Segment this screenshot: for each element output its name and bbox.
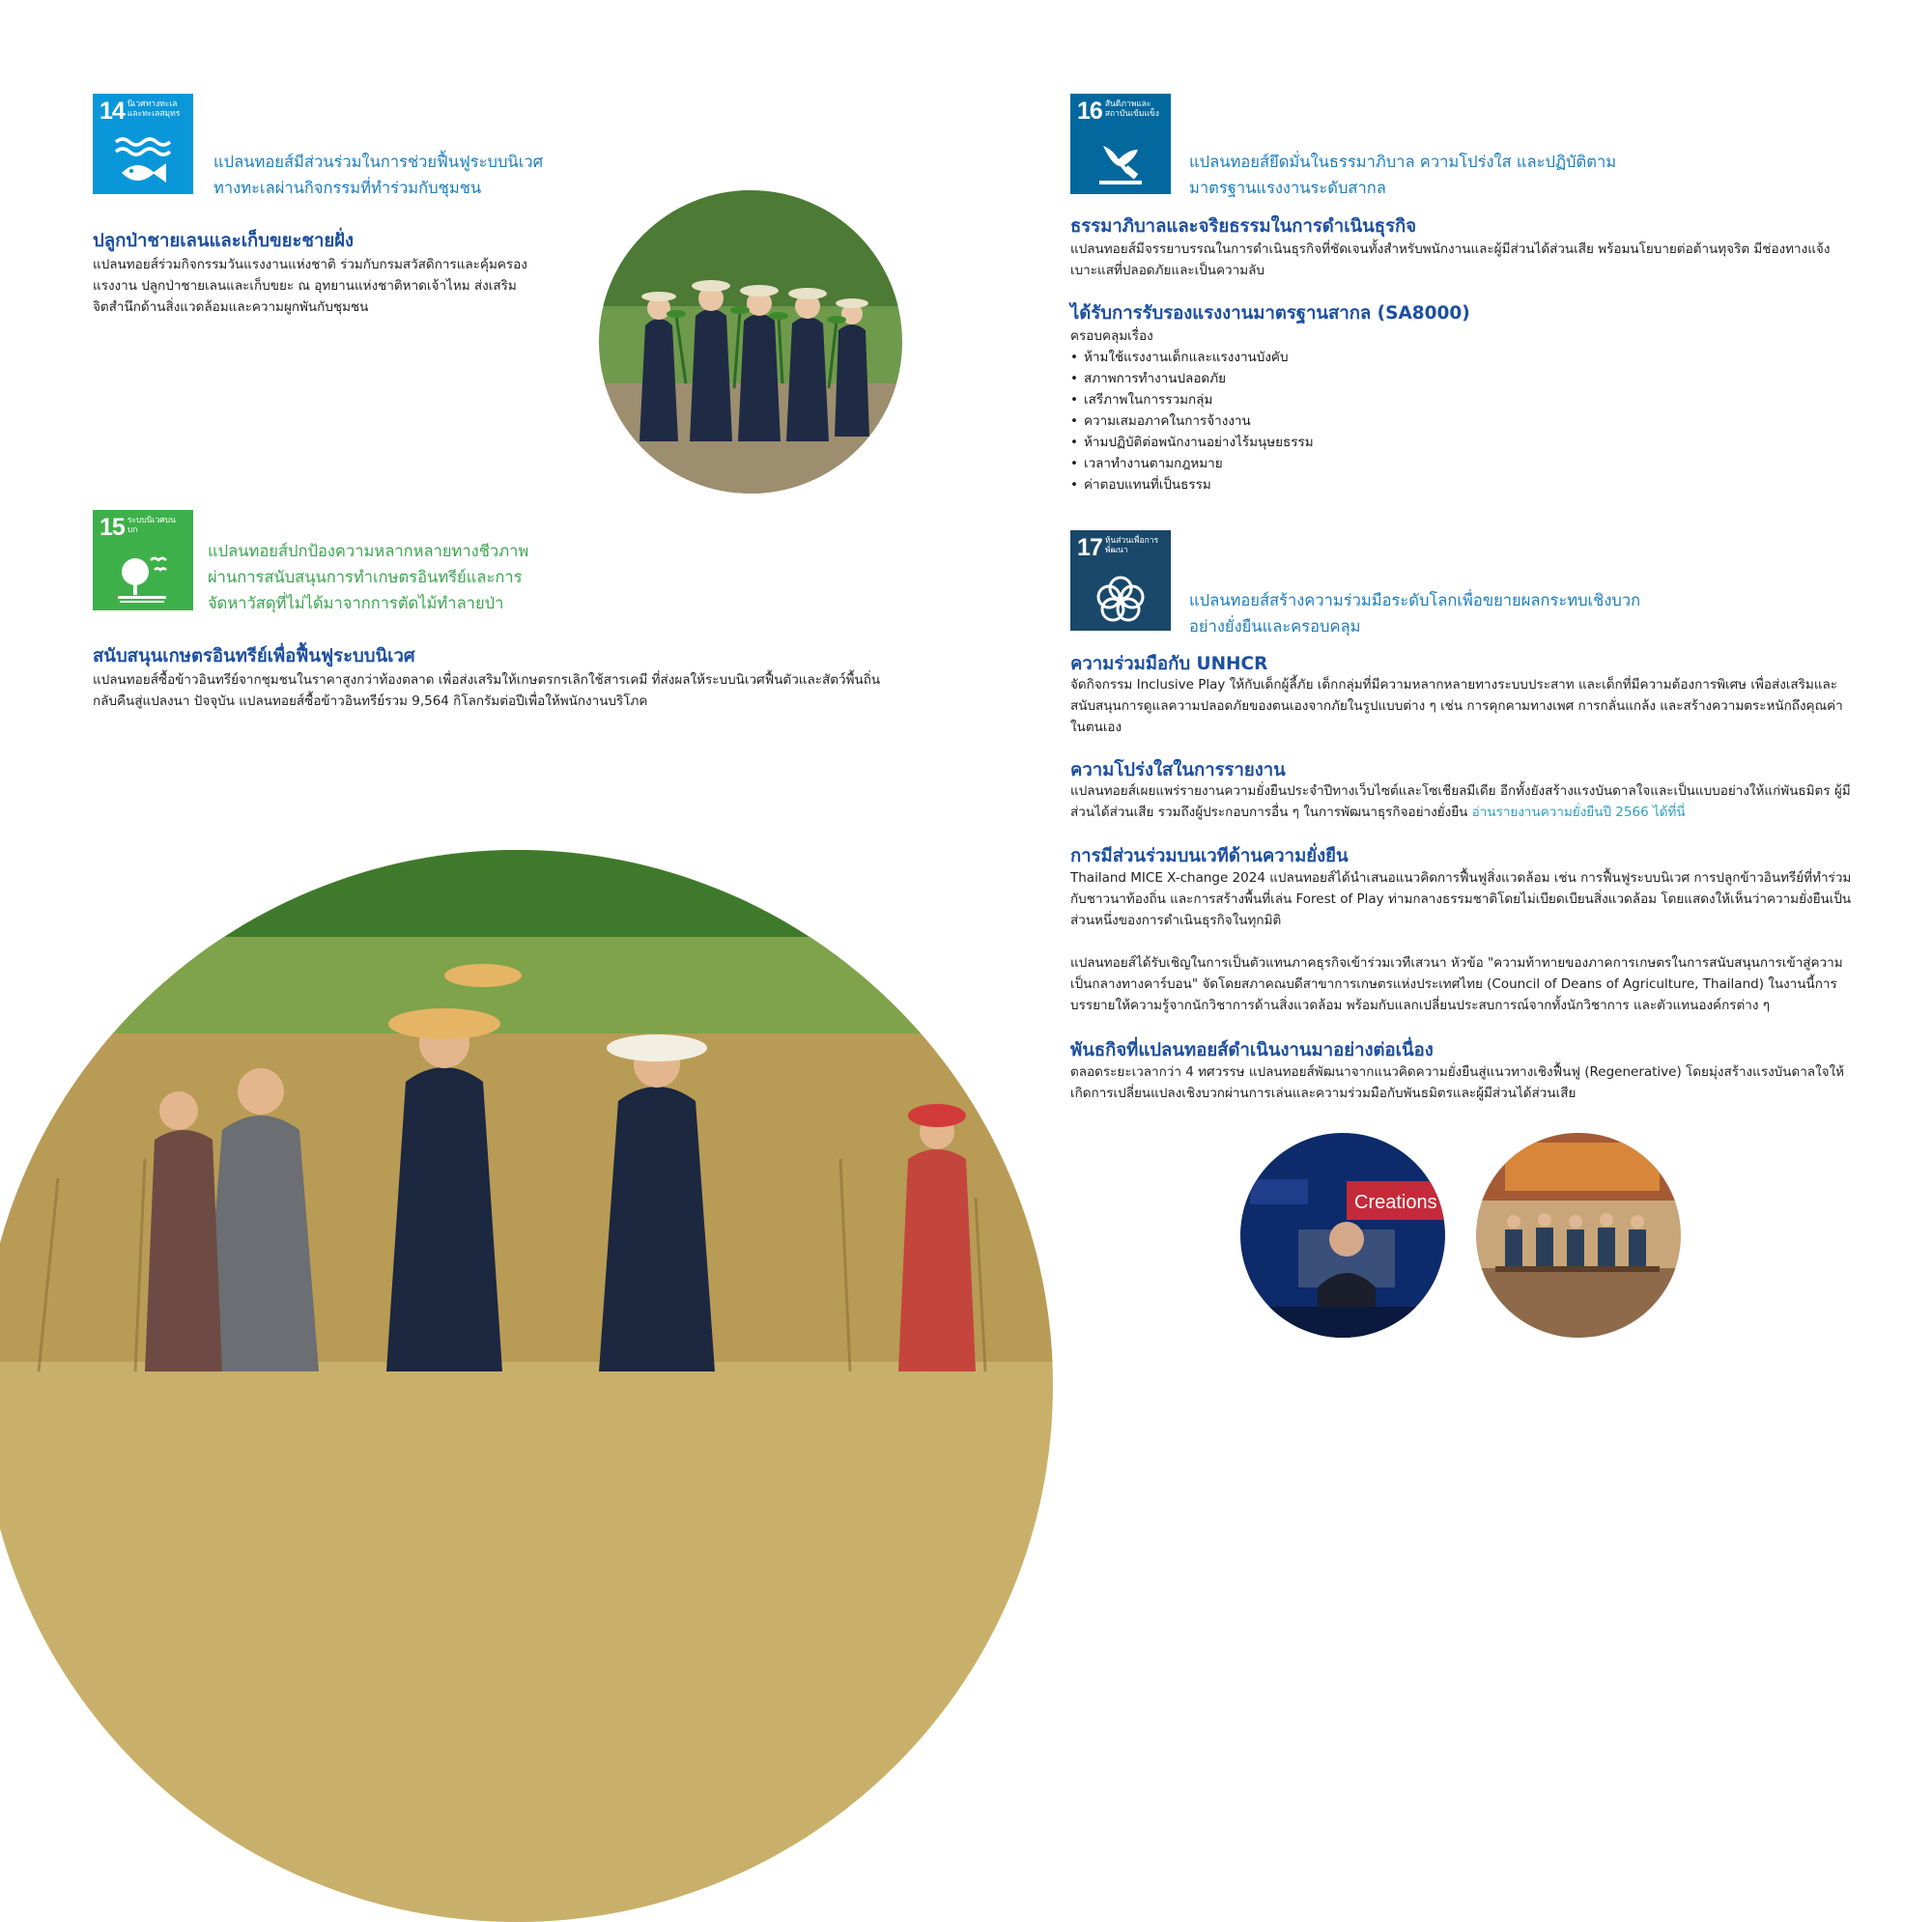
partnership-rings-icon (1070, 571, 1171, 625)
mission-title: พันธกิจที่แปลนทอยส์ดำเนินงานมาอย่างต่อเนื่อง (1070, 1040, 1434, 1060)
governance-body: แปลนทอยส์มีจรรยาบรรณในการดำเนินธุรกิจที่ชัดเจนทั้งสำหรับพนักงานและผู้มีส่วนได้ส่วนเสีย พร้อมนโยบายต่อต้านทุจริต มีช่องทางแจ้งเบาะแสที่ปลอดภัยและเป็นความลับ (1070, 241, 1831, 278)
report-title: ความโปร่งใสในการรายงาน (1070, 760, 1286, 780)
organic-title: สนับสนุนเกษตรอินทรีย์เพื่อฟื้นฟูระบบนิเวศ (93, 646, 415, 666)
fish-wave-icon (93, 134, 193, 188)
sdg17-number: 17 (1077, 534, 1102, 561)
sdg15-intro: แปลนทอยส์ปกป้องความหลากหลายทางชีวภาพ ผ่านการสนับสนุนการทำเกษตรอินทรีย์และการ จัดหาวัสดุที่ไม่ได้มาจากการตัดไม้ทำลายป่า (208, 542, 529, 612)
list-item: • เวลาทำงานตามกฎหมาย (1070, 453, 1553, 474)
governance-title: ธรรมาภิบาลและจริยธรรมในการดำเนินธุรกิจ (1070, 216, 1417, 237)
forum-title: การมีส่วนร่วมบนเวทีด้านความยั่งยืน (1070, 846, 1349, 866)
panel-discussion-photo (1476, 1133, 1681, 1338)
report-body-text: แปลนทอยส์เผยแพร่รายงานความยั่งยืนประจำปีทางเว็บไซต์และโซเชียลมีเดีย อีกทั้งยังสร้างแรงบันดาลใจและเป็นแบบอย่างให้แก่พันธมิตร ผู้มีส่วนได้ส่วนเสีย รวมถึงผู้ประกอบการอื่น ๆ ในการพัฒนาธุรกิจอย่างยั่งยืน (1070, 783, 1851, 820)
organic-body: แปลนทอยส์ซื้อข้าวอินทรีย์จากชุมชนในราคาสูงกว่าท้องตลาด เพื่อส่งเสริมให้เกษตรกรเลิกใช้สารเคมี ที่ส่งผลให้ระบบนิเวศฟื้นตัวและสัตว์พื้นถิ่นกลับคืนสู่แปลงนา ปัจจุบัน แปลนทอยส์ซื้อข้าวอินทรีย์รวม 9,564 กิโลกรัมต่อปีเพื่อให้พนักงานบริโภค (93, 672, 881, 709)
report-link[interactable]: อ่านรายงานความยั่งยืนปี 2566 ได้ที่นี่ (1471, 805, 1686, 820)
sdg15-number: 15 (99, 514, 125, 541)
tree-birds-icon (93, 551, 193, 605)
sdg16-caption: สันติภาพและสถาบันเข้มแข็ง (1104, 99, 1159, 119)
sa8000-intro: ครอบคลุมเรื่อง (1070, 328, 1153, 344)
sdg17-intro: แปลนทอยส์สร้างความร่วมมือระดับโลกเพื่อขยายผลกระทบเชิงบวก อย่างยั่งยืนและครอบคลุม (1189, 591, 1641, 636)
forum-body-1: Thailand MICE X-change 2024 แปลนทอยส์ได้นำเสนอแนวคิดการฟื้นฟูสิ่งแวดล้อม เช่น การฟื้นฟูระบบนิเวศ การปลูกข้าวอินทรีย์ที่ทำร่วมกับชาวนาท้องถิ่น และการสร้างพื้นที่เล่น Forest of Play ท่ามกลางธรรมชาติโดยไม่เบียดเบียนสิ่งแวดล้อม โดยแสดงให้เห็นว่าความยั่งยืนเป็นส่วนหนึ่งของการดำเนินธุรกิจในทุกมิติ (1070, 870, 1852, 928)
mangrove-title: ปลูกป่าชายเลนและเก็บขยะชายฝั่ง (93, 231, 355, 251)
sdg15-caption: ระบบนิเวศบนบก (127, 516, 176, 535)
unhcr-body: จัดกิจกรรม Inclusive Play ให้กับเด็กผู้ลี้ภัย เด็กกลุ่มที่มีความหลากหลายทางระบบประสาท และเด็กที่มีความต้องการพิเศษ เพื่อส่งเสริมและสนับสนุนการดูแลความปลอดภัยของตนเองจากภัยในรูปแบบต่าง ๆ เช่น การคุกคามทางเพศ การกลั่นแกล้ง และสร้างความตระหนักถึงคุณค่าในตนเอง (1070, 677, 1843, 735)
dove-gavel-icon (1070, 134, 1171, 188)
sdg14-tile (93, 94, 193, 194)
mangrove-body: แปลนทอยส์ร่วมกิจกรรมวันแรงงานแห่งชาติ ร่วมกับกรมสวัสดิการและคุ้มครองแรงงาน ปลูกป่าชายเลนและเก็บขยะ ณ อุทยานแห่งชาติหาดเจ้าไหม ส่งเสริมจิตสำนึกด้านสิ่งแวดล้อมและความผูกพันกับชุมชน (93, 257, 527, 315)
list-item: • เสรีภาพในการรวมกลุ่ม (1070, 389, 1553, 410)
sa8000-list (1070, 347, 1553, 495)
report-body (1070, 780, 1858, 823)
sdg17-caption: หุ้นส่วนเพื่อการพัฒนา (1104, 536, 1159, 555)
list-item: • ค่าตอบแทนที่เป็นธรรม (1070, 474, 1553, 495)
stage-screen-text: Creations (1354, 1192, 1437, 1213)
mice-xchange-stage-photo (1240, 1133, 1445, 1338)
sdg16-intro: แปลนทอยส์ยึดมั่นในธรรมาภิบาล ความโปร่งใส และปฏิบัติตาม มาตรฐานแรงงานระดับสากล (1189, 153, 1617, 197)
mangrove-volunteers-photo (599, 190, 902, 494)
sdg17-tile (1070, 530, 1171, 631)
sdg15-tile (93, 510, 193, 610)
list-item: • ห้ามปฏิบัติต่อพนักงานอย่างไร้มนุษยธรรม (1070, 432, 1553, 453)
sdg16-number: 16 (1077, 98, 1102, 125)
forum-body-2: แปลนทอยส์ได้รับเชิญในการเป็นตัวแทนภาคธุรกิจเข้าร่วมเวทีเสวนา หัวข้อ "ความท้าทายของภาคการเกษตรในการสนับสนุนการเข้าสู่ความเป็นกลางทางคาร์บอน" จัดโดยสภาคณบดีสาขาการเกษตรแห่งประเทศไทย (Council of Deans of Agriculture, Thailand) ในงานนี้การบรรยายให้ความรู้จากนักวิชาการด้านสิ่งแวดล้อม พร้อมกับแลกเปลี่ยนประสบการณ์จากทั้งนักวิชาการ และตัวแทนองค์กรต่าง ๆ (1070, 955, 1843, 1013)
list-item: • ความเสมอภาคในการจ้างงาน (1070, 410, 1553, 432)
rice-harvest-photo (0, 850, 1053, 1922)
list-item: • ห้ามใช้แรงงานเด็กและแรงงานบังคับ (1070, 347, 1553, 368)
mission-body: ตลอดระยะเวลากว่า 4 ทศวรรษ แปลนทอยส์พัฒนาจากแนวคิดความยั่งยืนสู่แนวทางเชิงฟื้นฟู (Regenerative) โดยมุ่งสร้างแรงบันดาลใจให้เกิดการเปลี่ยนแปลงเชิงบวกผ่านการเล่นและความร่วมมือกับพันธมิตรและผู้มีส่วนได้ส่วนเสีย (1070, 1064, 1845, 1101)
sdg14-number: 14 (99, 98, 125, 125)
sa8000-title: ได้รับการรับรองแรงงานมาตรฐานสากล (SA8000) (1070, 303, 1470, 324)
unhcr-title: ความร่วมมือกับ UNHCR (1070, 654, 1268, 674)
sdg14-caption: นิเวศทางทะเลและทะเลสมุทร (127, 99, 181, 119)
list-item: • สภาพการทำงานปลอดภัย (1070, 368, 1553, 389)
sdg14-intro: แปลนทอยส์มีส่วนร่วมในการช่วยฟื้นฟูระบบนิเวศ ทางทะเลผ่านกิจกรรมที่ทำร่วมกับชุมชน (213, 153, 544, 197)
sdg16-tile (1070, 94, 1171, 194)
